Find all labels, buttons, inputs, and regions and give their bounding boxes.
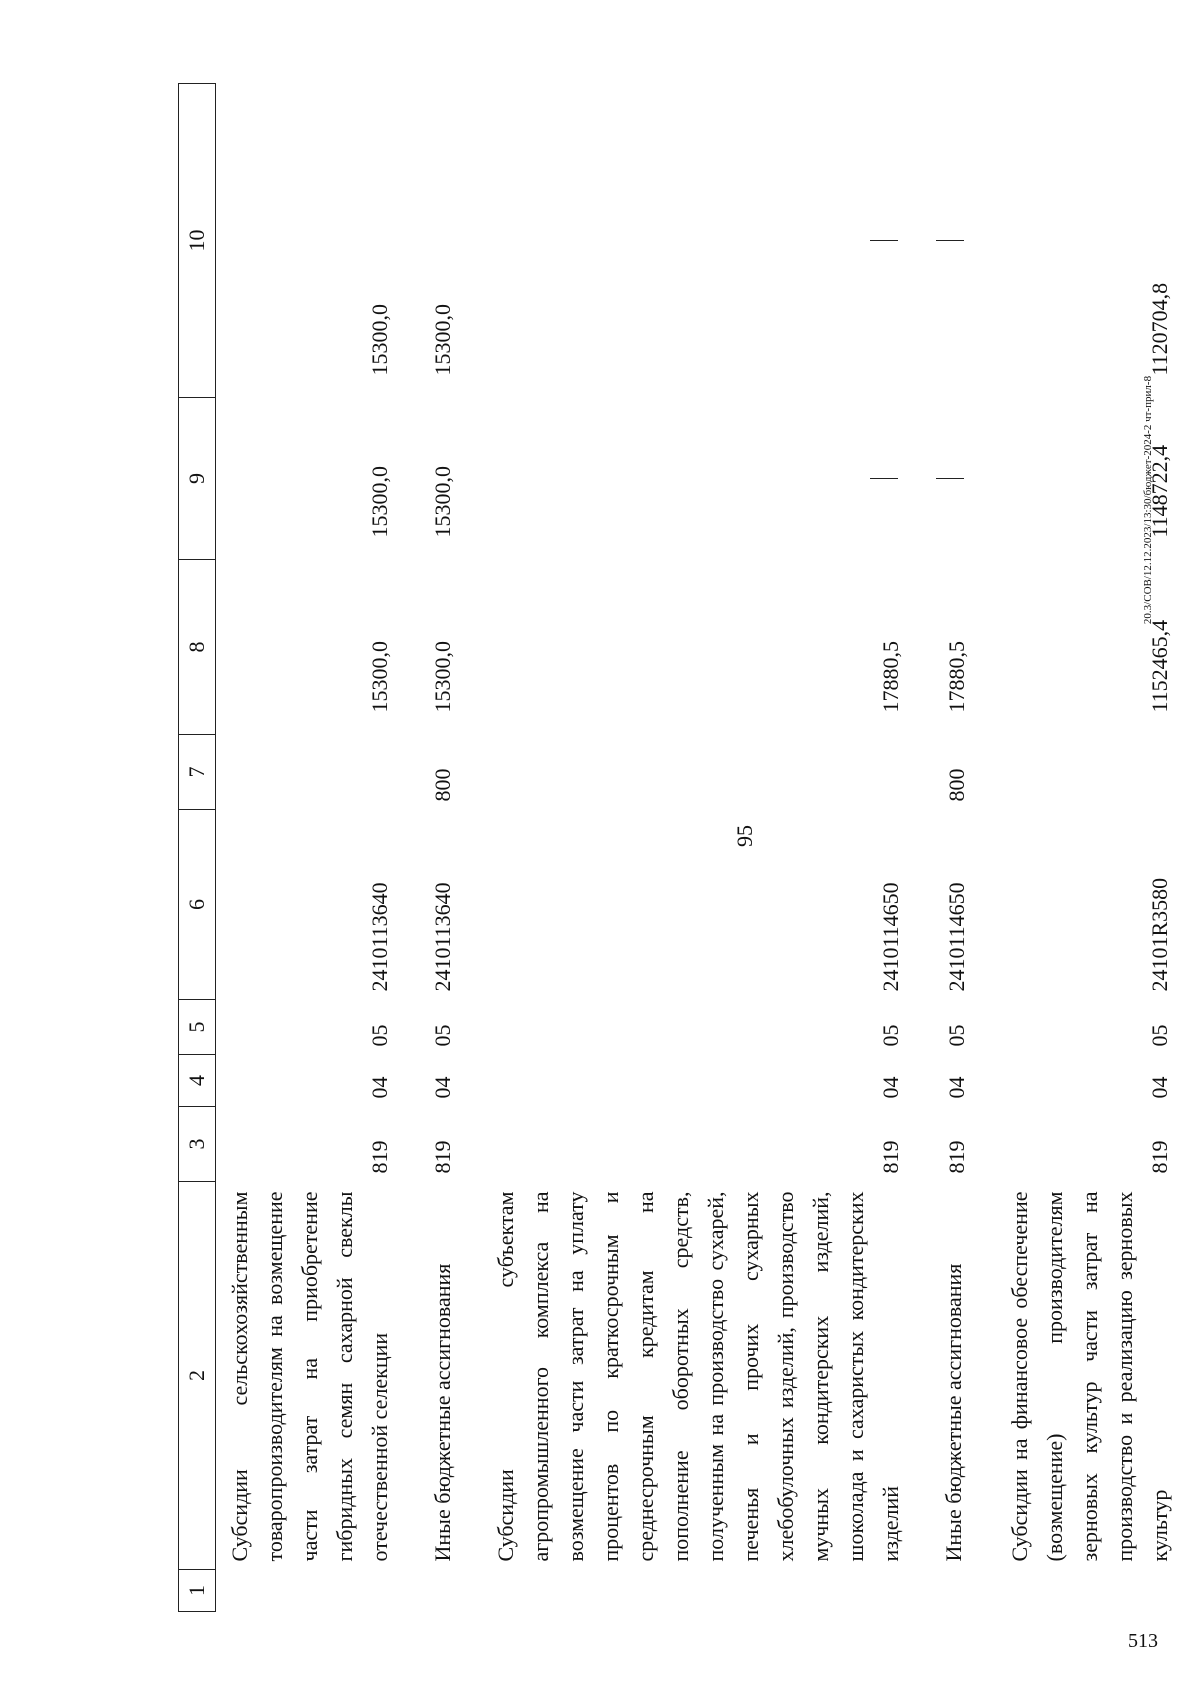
row-value-8: 1152465,4 xyxy=(1147,619,1172,713)
row-section: 04 xyxy=(430,1076,455,1099)
row-ministry-code: 819 xyxy=(367,1140,392,1174)
row-value-8: 17880,5 xyxy=(878,641,903,713)
row-target-item: 2410113640 xyxy=(367,882,392,992)
row-expense-type: 800 xyxy=(430,768,455,802)
dash-mark xyxy=(870,240,898,241)
row-target-item: 2410114650 xyxy=(944,882,969,992)
row-target-item: 24101R3580 xyxy=(1147,877,1172,992)
row-value-10 xyxy=(930,84,980,398)
row-section: 04 xyxy=(878,1076,903,1099)
dash-mark xyxy=(936,240,964,241)
header-col-6: 6 xyxy=(179,810,216,1000)
row-value-8: 17880,5 xyxy=(944,641,969,713)
row-name: Субсидии сельскохозяйственным товаропроизводителям на возмещение части затрат на приобретение гибридных семян сахарной свеклы отечественной селекции xyxy=(227,1191,392,1562)
row-name: Иные бюджетные ассигнования xyxy=(430,1263,455,1562)
header-col-7: 7 xyxy=(179,735,216,810)
row-value-8: 15300,0 xyxy=(367,641,392,713)
row-target-item: 2410114650 xyxy=(878,882,903,992)
row-ministry-code: 819 xyxy=(878,1140,903,1174)
row-ministry-code: 819 xyxy=(1147,1140,1172,1174)
row-expense-type xyxy=(482,735,914,810)
table-row xyxy=(996,84,1183,1612)
table-row xyxy=(216,84,404,1612)
dash-mark xyxy=(870,478,898,479)
row-section: 04 xyxy=(367,1076,392,1099)
row-subsection: 05 xyxy=(1147,1024,1172,1047)
row-value-10: 1120704,8 xyxy=(1147,282,1172,376)
row-value-9: 15300,0 xyxy=(430,466,455,538)
row-section: 04 xyxy=(944,1076,969,1099)
row-name: Субсидии на финансовое обеспечение (возмещение) производителям зерновых культур части затрат на производство и реализацию зерновых культур xyxy=(1007,1191,1172,1562)
header-col-1: 1 xyxy=(179,1570,216,1612)
row-expense-type: 800 xyxy=(944,768,969,802)
row-value-10: 15300,0 xyxy=(430,304,455,376)
row-section: 04 xyxy=(1147,1076,1172,1099)
row-expense-type xyxy=(996,735,1183,810)
row-expense-type xyxy=(216,735,404,810)
row-value-9 xyxy=(482,398,914,560)
row-value-9: 15300,0 xyxy=(367,466,392,538)
header-col-3: 3 xyxy=(179,1107,216,1182)
row-target-item: 2410113640 xyxy=(430,882,455,992)
header-col-8: 8 xyxy=(179,560,216,735)
row-subsection: 05 xyxy=(430,1024,455,1047)
row-name: Иные бюджетные ассигнования xyxy=(941,1263,966,1562)
row-subsection: 05 xyxy=(878,1024,903,1047)
table-row xyxy=(482,84,914,1612)
row-value-8: 15300,0 xyxy=(430,641,455,713)
row-ministry-code: 819 xyxy=(944,1140,969,1174)
row-subsection: 05 xyxy=(944,1024,969,1047)
page-number: 513 xyxy=(1128,1630,1158,1652)
row-value-9: 1148722,4 xyxy=(1147,444,1172,538)
row-name: Субсидии субъектам агропромышленного комплекса на возмещение части затрат на уплату процентов по краткосрочным и среднесрочным кредитам на пополнение оборотных средств, полученным на производство сухарей, печенья и прочих сухарных хлебобулочных изделий, производство мучных кондитерских изделий, шоколада и сахаристых кондитерских изделий xyxy=(493,1191,903,1562)
document-code: 20.3/СОВ/12.12.2023/13:30/бюджет-2024-2 чт-прил-8 xyxy=(1142,375,1154,625)
row-value-10 xyxy=(482,84,914,398)
header-col-4: 4 xyxy=(179,1055,216,1107)
header-row xyxy=(179,84,216,1612)
header-col-9: 9 xyxy=(179,398,216,560)
header-col-5: 5 xyxy=(179,1000,216,1055)
header-col-2: 2 xyxy=(179,1182,216,1570)
row-subsection: 05 xyxy=(367,1024,392,1047)
header-col-10: 10 xyxy=(179,84,216,398)
budget-table xyxy=(178,83,1183,1612)
row-value-9 xyxy=(930,398,980,560)
table-row xyxy=(419,84,466,1612)
sheet-number: 95 xyxy=(732,825,757,847)
row-value-10: 15300,0 xyxy=(367,304,392,376)
dash-mark xyxy=(936,478,964,479)
row-ministry-code: 819 xyxy=(430,1140,455,1174)
table-row xyxy=(930,84,980,1612)
